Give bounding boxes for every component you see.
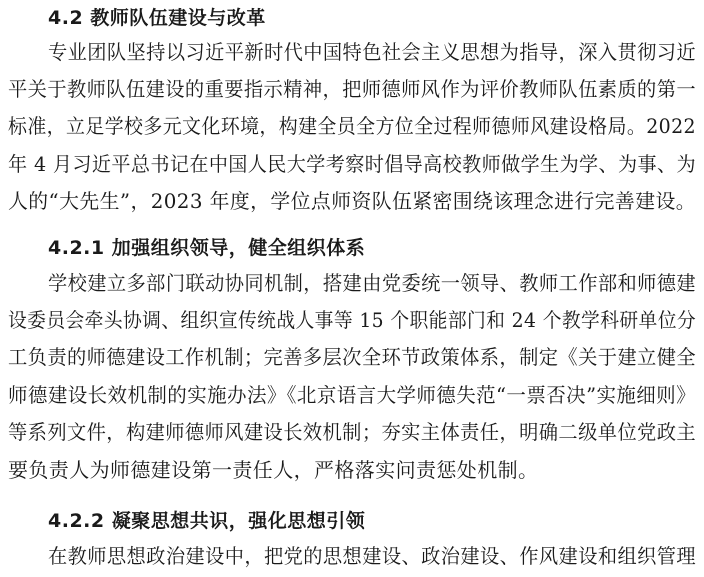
paragraph-line: 在教师思想政治建设中，把党的思想建设、政治建设、作风建设和组织管理 [48, 544, 697, 568]
paragraph-line: 要负责人为师德建设第一责任人，严格落实问责惩处机制。 [8, 458, 539, 482]
paragraph-line: 工负责的师德建设工作机制；完善多层次全环节政策体系，制定《关于建立健全 [8, 345, 697, 369]
section-heading-4-2: 4.2 教师队伍建设与改革 [48, 7, 266, 29]
paragraph-line: 标准，立足学校多元文化环境，构建全员全方位全过程师德师风建设格局。2022 [8, 114, 696, 138]
paragraph-line: 学校建立多部门联动协同机制，搭建由党委统一领导、教师工作部和师德建 [48, 271, 697, 295]
paragraph-line: 等系列文件，构建师德师风建设长效机制；夯实主体责任，明确二级单位党政主 [8, 420, 697, 444]
section-heading-4-2-1: 4.2.1 加强组织领导，健全组织体系 [48, 237, 366, 259]
paragraph-line: 设委员会牵头协调、组织宣传统战人事等 15 个职能部门和 24 个教学科研单位分 [8, 308, 697, 332]
paragraph-line: 平关于教师队伍建设的重要指示精神，把师德师风作为评价教师队伍素质的第一 [8, 77, 697, 101]
section-heading-4-2-2: 4.2.2 凝聚思想共识，强化思想引领 [48, 510, 366, 532]
paragraph-line: 专业团队坚持以习近平新时代中国特色社会主义思想为指导，深入贯彻习近 [48, 40, 697, 64]
paragraph-line: 人的“大先生”，2023 年度，学位点师资队伍紧密围绕该理念进行完善建设。 [8, 189, 697, 213]
paragraph-line: 师德建设长效机制的实施办法》《北京语言大学师德失范“一票否决”实施细则》 [8, 383, 697, 407]
paragraph-line: 年 4 月习近平总书记在中国人民大学考察时倡导高校教师做学生为学、为事、为 [8, 152, 696, 176]
